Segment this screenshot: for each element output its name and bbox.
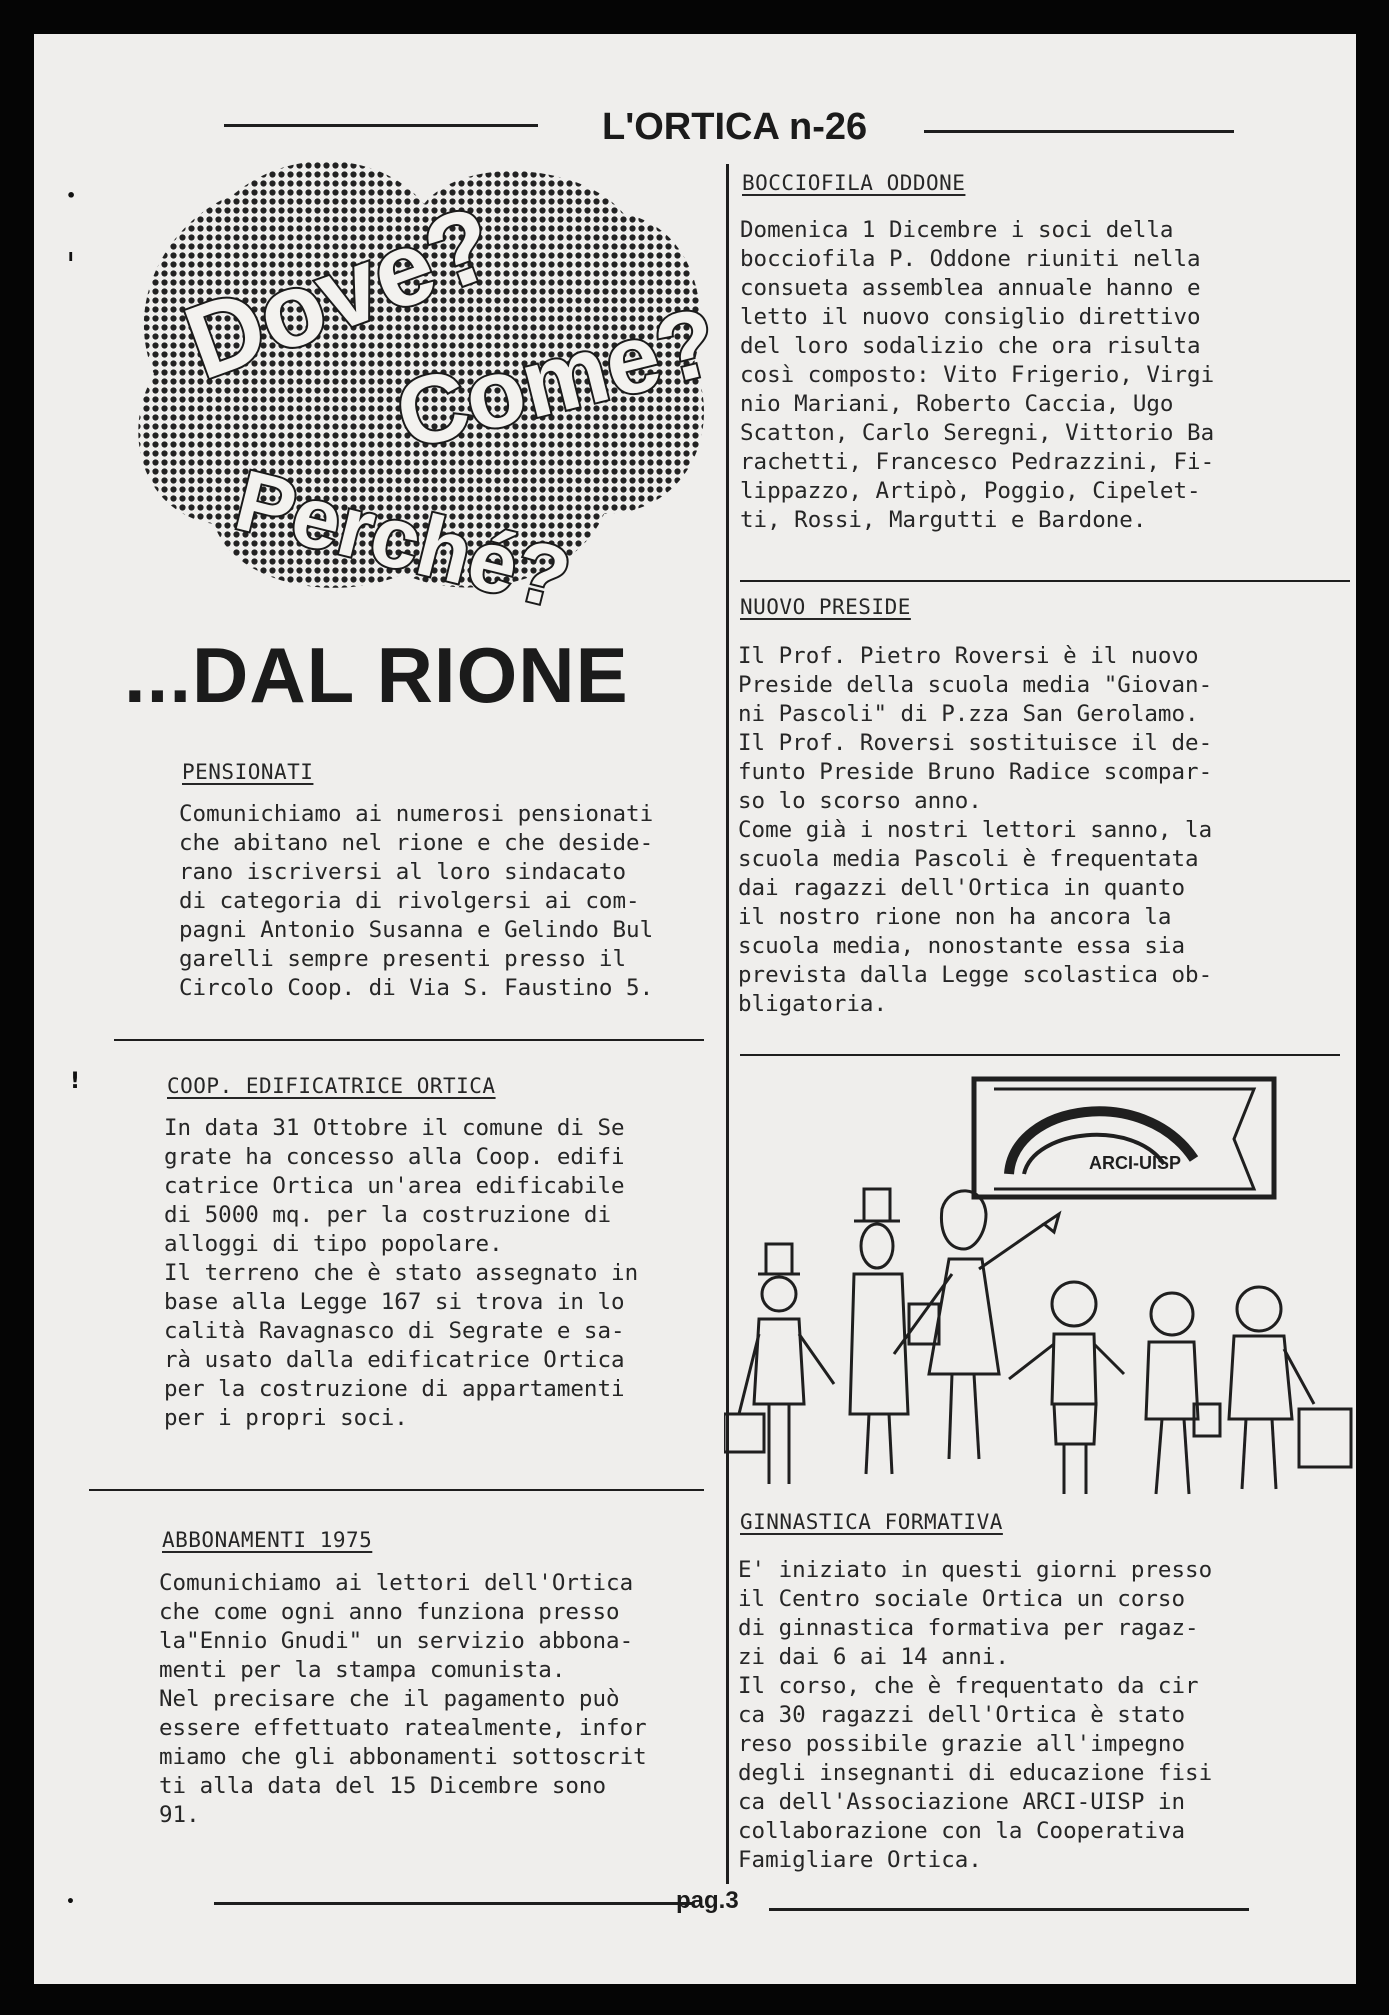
section-title: ...DAL RIONE	[124, 631, 629, 719]
figure-man-tophat	[850, 1189, 908, 1474]
divider-right-1	[740, 580, 1350, 582]
article-title-coop: COOP. EDIFICATRICE ORTICA	[167, 1074, 496, 1098]
footer-rule-right	[769, 1908, 1249, 1911]
figure-boy-hat	[724, 1244, 834, 1484]
page-number: pag.3	[676, 1887, 739, 1914]
article-title-abbonamenti: ABBONAMENTI 1975	[162, 1528, 373, 1552]
divider-right-2	[740, 1054, 1340, 1056]
article-body-abbonamenti: Comunichiamo ai lettori dell'Ortica che come ogni anno funziona presso la"Ennio Gnudi" un servizio abbona- menti per la stampa comunista. Nel precisare che il pagamento può essere effettuato ratealmente, infor miamo che gli abbonamenti sottoscrit ti alla data del 15 Dicembre sono 91.	[159, 1570, 647, 1828]
article-body-coop: In data 31 Ottobre il comune di Se grate ha concesso alla Coop. edifi catrice Ortica un'area edificabile di 5000 mq. per la costruzione di alloggi di tipo popolare. Il terreno che è stato assegnato in base alla Legge 167 si trova in lo calità Ravagnasco di Segrate e sa- rà usato dalla edificatrice Ortica per la costruzione di appartamenti per i propri soci.	[164, 1115, 639, 1431]
logo-text: ARCI-UISP	[1089, 1153, 1182, 1173]
divider-left-2	[89, 1489, 704, 1491]
margin-dot-bottom: •	[66, 1894, 75, 1910]
article-body-ginnastica: E' iniziato in questi giorni presso il Centro sociale Ortica un corso di ginnastica formativa per ragaz- zi dai 6 ai 14 anni. Il corso, che è frequentato da cir ca 30 ragazzi dell'Ortica è stato reso possibile grazie all'impegno degli insegnanti di educazione fisi ca dell'Associazione ARCI-UISP in collaborazione con la Cooperativa Famigliare Ortica.	[738, 1557, 1213, 1873]
children-illustration	[724, 1074, 1354, 1514]
masthead-rule-right	[924, 130, 1234, 133]
graphic-word-perche: Perché?	[226, 452, 580, 628]
article-body-pensionati: Comunichiamo ai numerosi pensionati che abitano nel rione e che deside- rano iscriversi al loro sindacato di categoria di rivolgersi ai com- pagni Antonio Susanna e Gelindo Bul garelli sempre presenti presso il Circolo Coop. di Via S. Faustino 5.	[179, 801, 654, 1001]
margin-tick: ı	[68, 246, 74, 265]
masthead-rule-left	[224, 124, 538, 127]
headline-graphic	[124, 134, 734, 634]
arci-uisp-logo	[974, 1079, 1274, 1197]
article-body-bocciofila: Domenica 1 Dicembre i soci della bocciofila P. Oddone riuniti nella consueta assemblea annuale hanno e letto il nuovo consiglio direttivo del loro sodalizio che ora risulta così composto: Vito Frigerio, Virgi nio Mariani, Roberto Caccia, Ugo Scatton, Carlo Seregni, Vittorio Ba rachetti, Francesco Pedrazzini, Fi- lippazzo, Artipò, Poggio, Cipelet- ti, Rossi, Margutti e Bardone.	[740, 217, 1215, 533]
figure-boy-2	[1009, 1282, 1124, 1494]
article-title-ginnastica: GINNASTICA FORMATIVA	[740, 1510, 1003, 1534]
margin-mark: !	[70, 1069, 81, 1094]
article-body-preside: Il Prof. Pietro Roversi è il nuovo Preside della scuola media "Giovan- ni Pascoli" di P.zza San Gerolamo. Il Prof. Roversi sostituisce il de- funto Preside Bruno Radice scompar- so lo scorso anno. Come già i nostri lettori sanno, la scuola media Pascoli è frequentata dai ragazzi dell'Ortica in quanto il nostro rione non ha ancora la scuola media, nonostante essa sia prevista dalla Legge scolastica ob- bligatoria.	[738, 643, 1213, 1017]
figure-teacher	[894, 1191, 1059, 1459]
newsletter-page	[34, 34, 1356, 1984]
article-title-preside: NUOVO PRESIDE	[740, 595, 911, 619]
graphic-word-come: Come?	[386, 287, 728, 470]
figure-girl	[1229, 1287, 1351, 1489]
divider-left-1	[114, 1039, 704, 1041]
figure-boy-3	[1146, 1293, 1220, 1494]
footer-rule-left	[214, 1902, 694, 1905]
margin-dot: •	[66, 186, 77, 205]
article-title-pensionati: PENSIONATI	[182, 760, 314, 784]
article-title-bocciofila: BOCCIOFILA ODDONE	[742, 171, 966, 195]
masthead-title: L'ORTICA n-26	[602, 106, 868, 148]
graphic-word-dove: Dove?	[171, 184, 510, 402]
